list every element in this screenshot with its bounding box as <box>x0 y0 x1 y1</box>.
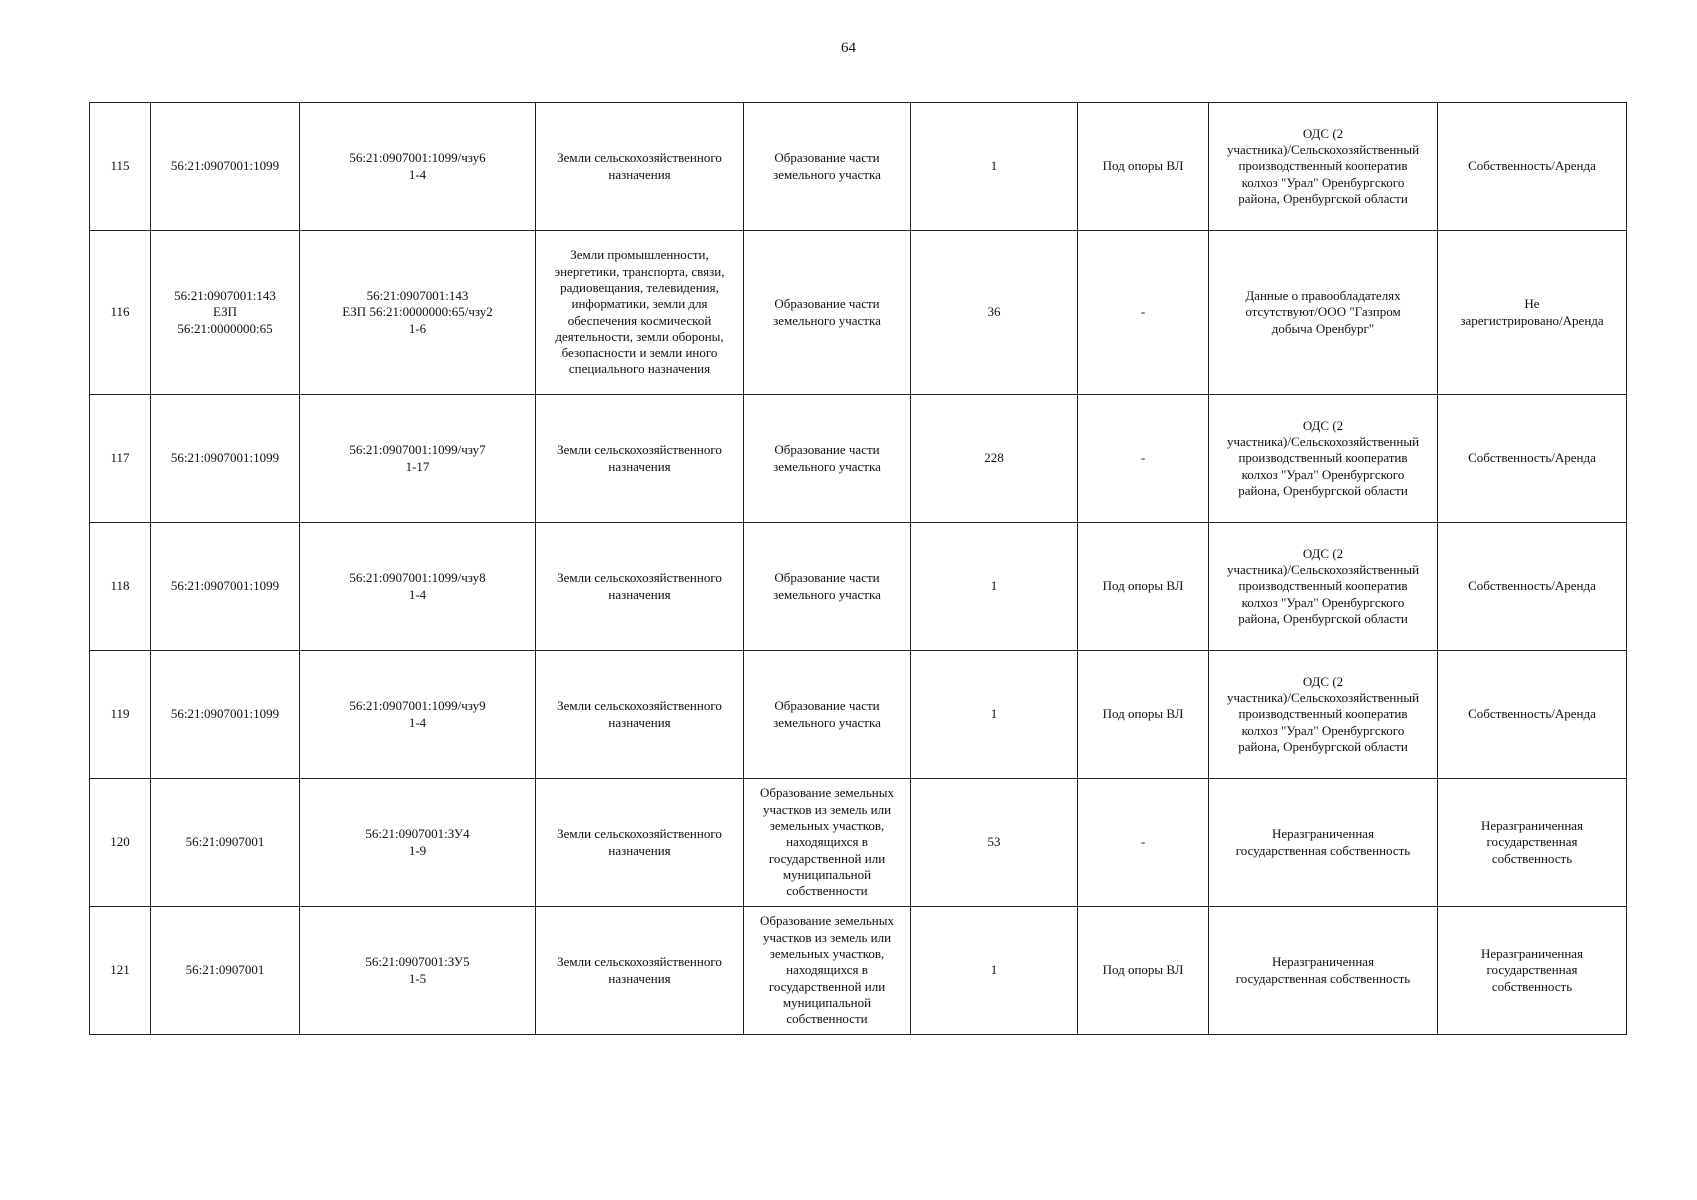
cadastral-number-cell: 56:21:0907001:1099 <box>151 103 300 231</box>
area-cell: 1 <box>911 103 1078 231</box>
parcel-part-cell: 56:21:0907001:ЗУ4 1-9 <box>300 779 536 907</box>
cadastral-number-cell: 56:21:0907001:1099 <box>151 651 300 779</box>
usage-cell: - <box>1078 231 1209 395</box>
owner-cell: ОДС (2 участника)/Сельскохозяйственный производственный кооператив колхоз "Урал" Оренбургского района, Оренбургской области <box>1209 395 1438 523</box>
owner-cell: ОДС (2 участника)/Сельскохозяйственный производственный кооператив колхоз "Урал" Оренбургского района, Оренбургской области <box>1209 651 1438 779</box>
parcel-part-cell: 56:21:0907001:ЗУ5 1-5 <box>300 907 536 1035</box>
owner-cell: ОДС (2 участника)/Сельскохозяйственный производственный кооператив колхоз "Урал" Оренбургского района, Оренбургской области <box>1209 523 1438 651</box>
land-category-cell: Земли сельскохозяйственного назначения <box>536 651 744 779</box>
right-type-cell: Не зарегистрировано/Аренда <box>1438 231 1627 395</box>
land-parcel-table <box>89 102 1627 1035</box>
land-category-cell: Земли сельскохозяйственного назначения <box>536 779 744 907</box>
cadastral-number-cell: 56:21:0907001:1099 <box>151 395 300 523</box>
purpose-cell: Образование земельных участков из земель или земельных участков, находящихся в государственной или муниципальной собственности <box>744 779 911 907</box>
row-number-cell: 121 <box>90 907 151 1035</box>
owner-cell: ОДС (2 участника)/Сельскохозяйственный производственный кооператив колхоз "Урал" Оренбургского района, Оренбургской области <box>1209 103 1438 231</box>
table-row <box>90 231 1627 395</box>
area-cell: 53 <box>911 779 1078 907</box>
area-cell: 1 <box>911 523 1078 651</box>
area-cell: 1 <box>911 651 1078 779</box>
area-cell: 228 <box>911 395 1078 523</box>
usage-cell: - <box>1078 395 1209 523</box>
usage-cell: Под опоры ВЛ <box>1078 651 1209 779</box>
table-row <box>90 651 1627 779</box>
table-row <box>90 103 1627 231</box>
page-number: 64 <box>841 40 856 56</box>
row-number-cell: 115 <box>90 103 151 231</box>
right-type-cell: Собственность/Аренда <box>1438 103 1627 231</box>
purpose-cell: Образование части земельного участка <box>744 231 911 395</box>
purpose-cell: Образование части земельного участка <box>744 103 911 231</box>
row-number-cell: 119 <box>90 651 151 779</box>
land-category-cell: Земли сельскохозяйственного назначения <box>536 395 744 523</box>
land-category-cell: Земли промышленности, энергетики, транспорта, связи, радиовещания, телевидения, информатики, земли для обеспечения космической деятельности, земли обороны, безопасности и земли иного специального назначения <box>536 231 744 395</box>
cadastral-number-cell: 56:21:0907001:143 ЕЗП 56:21:0000000:65 <box>151 231 300 395</box>
row-number-cell: 118 <box>90 523 151 651</box>
cadastral-number-cell: 56:21:0907001 <box>151 907 300 1035</box>
right-type-cell: Собственность/Аренда <box>1438 523 1627 651</box>
parcel-part-cell: 56:21:0907001:1099/чзу9 1-4 <box>300 651 536 779</box>
parcel-part-cell: 56:21:0907001:1099/чзу6 1-4 <box>300 103 536 231</box>
land-category-cell: Земли сельскохозяйственного назначения <box>536 907 744 1035</box>
parcel-part-cell: 56:21:0907001:1099/чзу8 1-4 <box>300 523 536 651</box>
row-number-cell: 117 <box>90 395 151 523</box>
purpose-cell: Образование части земельного участка <box>744 523 911 651</box>
usage-cell: Под опоры ВЛ <box>1078 907 1209 1035</box>
purpose-cell: Образование части земельного участка <box>744 651 911 779</box>
owner-cell: Неразграниченная государственная собственность <box>1209 907 1438 1035</box>
table-row <box>90 907 1627 1035</box>
owner-cell: Данные о правообладателях отсутствуют/ООО "Газпром добыча Оренбург" <box>1209 231 1438 395</box>
right-type-cell: Собственность/Аренда <box>1438 395 1627 523</box>
table-row <box>90 779 1627 907</box>
usage-cell: - <box>1078 779 1209 907</box>
owner-cell: Неразграниченная государственная собственность <box>1209 779 1438 907</box>
usage-cell: Под опоры ВЛ <box>1078 523 1209 651</box>
parcel-part-cell: 56:21:0907001:1099/чзу7 1-17 <box>300 395 536 523</box>
purpose-cell: Образование части земельного участка <box>744 395 911 523</box>
right-type-cell: Собственность/Аренда <box>1438 651 1627 779</box>
cadastral-number-cell: 56:21:0907001:1099 <box>151 523 300 651</box>
table-row <box>90 395 1627 523</box>
right-type-cell: Неразграниченная государственная собственность <box>1438 779 1627 907</box>
area-cell: 36 <box>911 231 1078 395</box>
cadastral-number-cell: 56:21:0907001 <box>151 779 300 907</box>
table-row <box>90 523 1627 651</box>
parcel-part-cell: 56:21:0907001:143 ЕЗП 56:21:0000000:65/чзу2 1-6 <box>300 231 536 395</box>
land-category-cell: Земли сельскохозяйственного назначения <box>536 523 744 651</box>
land-category-cell: Земли сельскохозяйственного назначения <box>536 103 744 231</box>
area-cell: 1 <box>911 907 1078 1035</box>
right-type-cell: Неразграниченная государственная собственность <box>1438 907 1627 1035</box>
usage-cell: Под опоры ВЛ <box>1078 103 1209 231</box>
row-number-cell: 120 <box>90 779 151 907</box>
row-number-cell: 116 <box>90 231 151 395</box>
purpose-cell: Образование земельных участков из земель или земельных участков, находящихся в государственной или муниципальной собственности <box>744 907 911 1035</box>
